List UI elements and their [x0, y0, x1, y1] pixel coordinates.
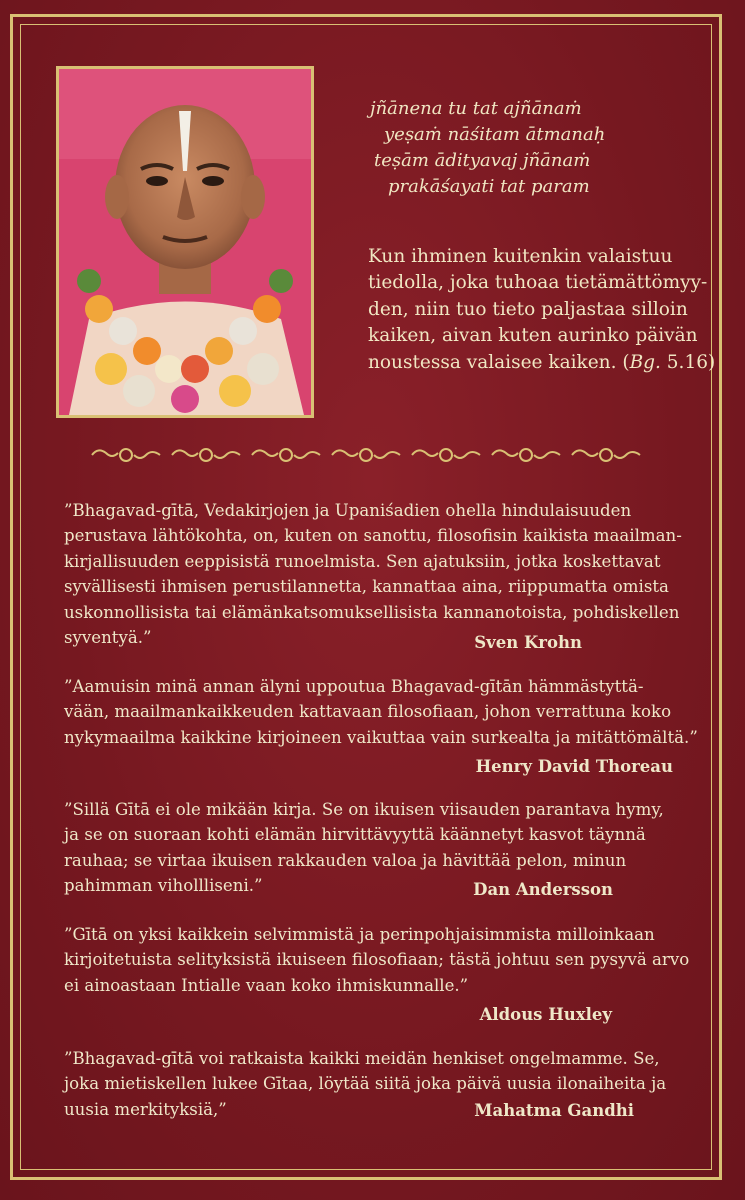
verse-reference-book: Bg.	[629, 351, 661, 373]
quote-line: ”Bhagavad-gītā voi ratkaista kaikki meidän henkiset ongelmamme. Se,	[64, 1049, 660, 1068]
quote-author: Henry David Thoreau	[475, 757, 673, 776]
verse-line: teṣām ādityavaj jñānaṁ	[374, 150, 591, 171]
translation-line-last	[368, 350, 716, 376]
translation-line: tiedolla, joka tuhoaa tietämättömyy-	[368, 272, 708, 294]
verse-reference-number: 5.16)	[660, 351, 716, 373]
quote-block	[64, 498, 690, 658]
quote-line: ”Sillä Gītā ei ole mikään kirja. Se on ikuisen viisauden parantava hymy,	[64, 800, 664, 819]
quote-author: Sven Krohn	[474, 633, 582, 652]
quote-line: uskonnollisista tai elämänkatsomuksellisista kannanotoista, pohdiskellen	[64, 602, 680, 622]
verse-line: yeṣaṁ nāśitam ātmanaḥ	[384, 124, 606, 145]
quote-line: ”Aamuisin minä annan älyni uppoutua Bhagavad-gītān hämmästyttä-	[64, 677, 644, 696]
quote-line: kirjoitetuista selityksistä ikuiseen filosofiaan; tästä johtuu sen pysyvä arvo	[64, 950, 690, 970]
quote-author: Dan Andersson	[473, 880, 613, 899]
verse-line: jñānena tu tat ajñānaṁ	[370, 98, 582, 119]
quote-line: pahimman vihollliseni.”	[64, 876, 263, 896]
quote-line: perustava lähtökohta, on, kuten on sanottu, filosofisin kaikista maailman-	[64, 526, 682, 546]
ornamental-divider	[88, 444, 658, 466]
quote-block	[64, 1046, 690, 1126]
quote-line: syvällisesti ihmisen perustilannetta, kannattaa aina, riippumatta omista	[64, 577, 669, 597]
quote-line: ja se on suoraan kohti elämän hirvittävyyttä käännetyt kasvot täynnä	[64, 825, 646, 845]
quote-line: nykymaailma kaikkine kirjoineen vaikuttaa vain surkealta ja mitättömältä.”	[64, 727, 698, 747]
portrait-photo	[56, 66, 314, 418]
quote-line: ”Bhagavad-gītā, Vedakirjojen ja Upaniśadien ohella hindulaisuuden	[64, 501, 632, 520]
quote-block	[64, 674, 698, 778]
quote-line: ”Gītā on yksi kaikkein selvimmistä ja perinpohjaisimmista milloinkaan	[64, 925, 655, 944]
quote-line: ei ainoastaan Intialle vaan koko ihmiskunnalle.”	[64, 975, 469, 995]
verse-line: prakāśayati tat param	[388, 176, 590, 197]
quote-author: Aldous Huxley	[479, 1005, 612, 1024]
translation-line: den, niin tuo tieto paljastaa silloin	[368, 298, 688, 320]
quote-line: joka mietiskellen lukee Gītaa, löytää siitä joka päivä uusia ilonaiheita ja	[64, 1074, 667, 1094]
quote-line: syventyä.”	[64, 628, 152, 648]
verse-translation	[368, 244, 716, 376]
quote-line: vään, maailmankaikkeuden kattavaan filosofiaan, johon verrattuna koko	[64, 702, 672, 722]
sanskrit-verse	[348, 96, 708, 200]
translation-line: noustessa valaisee kaiken. (	[368, 351, 630, 373]
translation-line: Kun ihminen kuitenkin valaistuu	[368, 246, 673, 267]
quote-block	[64, 797, 690, 901]
quote-line: kirjallisuuden eeppisistä runoelmista. Sen ajatuksiin, jotka koskettavat	[64, 551, 661, 571]
translation-line: kaiken, aivan kuten aurinko päivän	[368, 325, 698, 347]
quote-line: rauhaa; se virtaa ikuisen rakkauden valoa ja hävittää pelon, minun	[64, 850, 627, 870]
quote-line: uusia merkityksiä,”	[64, 1099, 227, 1119]
quote-author: Mahatma Gandhi	[474, 1101, 634, 1120]
quote-block	[64, 922, 690, 1026]
